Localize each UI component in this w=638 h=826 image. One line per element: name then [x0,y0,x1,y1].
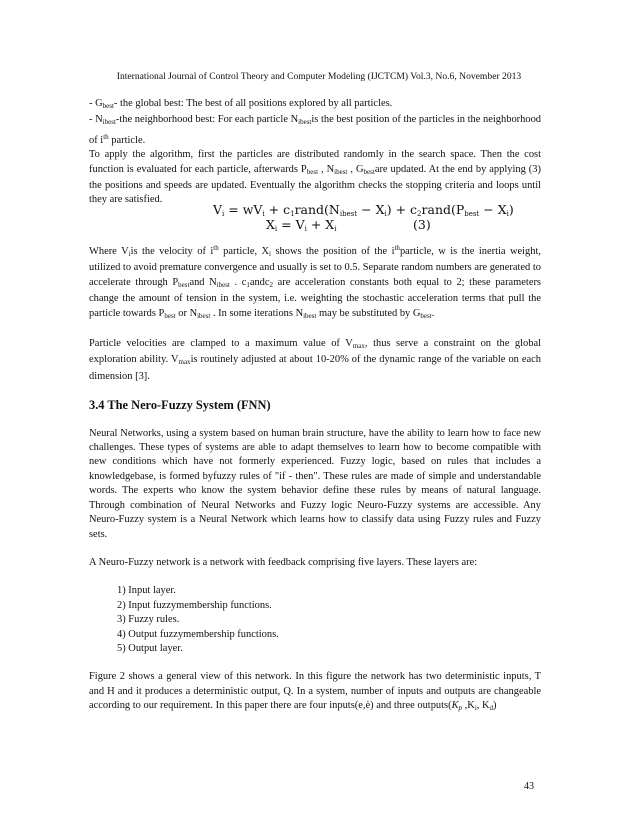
journal-header: International Journal of Control Theory and Computer Modeling (IJCTCM) Vol.3, No.6, November 2013 [116,71,522,82]
list-item: 4) Output fuzzymembership functions. [117,628,279,640]
algorithm-paragraph: To apply the algorithm, first the particles are distributed randomly in the search space. Then the cost function is evaluated for each particle, afterwards $P_{best}$ , $N_{ibest}$ , $G_{best}are$ updated. At the end by applying (3) the positions and speeds are updated. Eventually the algorithm checks the stopping criteria and loops until they are satisfied. [89,149,541,206]
definitions-block [89,97,541,208]
vmax-paragraph: Particle velocities are clamped to a maximum value of $V_{max}$, thus serve a constraint on the global exploration ability. $V_{max}is$ routinely adjusted at about 10-20% of the dynamic range of the variable on each dimension [3]. [89,338,542,382]
layers-intro-paragraph: A Neuro-Fuzzy network is a network with feedback comprising five layers. These layers are: [89,556,478,568]
layers-list [89,584,541,656]
list-item: 3) Fuzzy rules. [117,614,180,626]
list-item: 5) Output layer. [117,642,183,654]
list-item: 2) Input fuzzymembership functions. [117,599,272,611]
list-item: 1) Input layer. [117,585,176,597]
velocity-explanation-paragraph: Where $V_iis$ the velocity of $i^{th}$ particle, $X_i$ shows the position of the $i^{th}particle$, w is the inertia weight, utilized to avoid premature convergence and usually is set to 0.5. Separate random numbers are generated to accelerate through $P_{best}and$ $N_{ibest}$ . $c_1andc_2$ are acceleration constants both equal to 2; these parameters change the amount of tension in the system, i.e. weighting the stochastic acceleration terms that pull the particle towards $P_{best}$ or $N_{ibest}$ . In some iterations $N_{ibest}$ may be substituted by $G_{best}$. [89,244,541,320]
section-heading: 3.4 The Nero-Fuzzy System (FNN) [89,398,271,413]
gbest-definition: - $G_{best}-$ the global best: The best of all positions explored by all particles. [89,98,393,110]
equation-number: (3) [413,217,431,232]
explanation-block [89,241,541,716]
nibest-definition: - $N_{ibest}$-the neighborhood best: For each particle $N_{ibest}is$ the best position of the particles in the neighborhood of $i^{th}$ particle. [89,114,542,146]
velocity-equation: $V_i = wV_i$ + $c_1rand(N_{ibest} - X_i)$ + $c_2rand(P_{best} - X_i)$ [213,202,514,218]
figure-description-paragraph: Figure 2 shows a general view of this network. In this figure the network has two deterministic inputs, T and H and it produces a deterministic output, Q. In a system, number of inputs and outputs are changeable according to our requirement. In this paper there are four inputs(e,ė) and three $outputs(K_p$ $,K_i$, $K_d$) [89,671,541,713]
position-equation: $X_i = V_i + X_i$ [266,217,337,233]
neural-networks-paragraph: Neural Networks, using a system based on human brain structure, have the ability to learn how to face new challenges. These types of systems are able to adapt themselves to learn how to become compatible with new conditions which have not formerly experienced. Fuzzy logic, based on rules that includes a knowledgebase, is formed byfuzzy rules of "if - then". These rules are made of simple and understandable words. The experts who know the system behavior define these rules by means of natural language. Through combination of Neural Networks and Fuzzy logic Neuro-Fuzzy systems are accessible. Any Neuro-Fuzzy system is a Neural Network which learns how to classify data using Fuzzy rules and Fuzzy sets. [89,427,541,540]
page-number: 43 [524,781,534,792]
